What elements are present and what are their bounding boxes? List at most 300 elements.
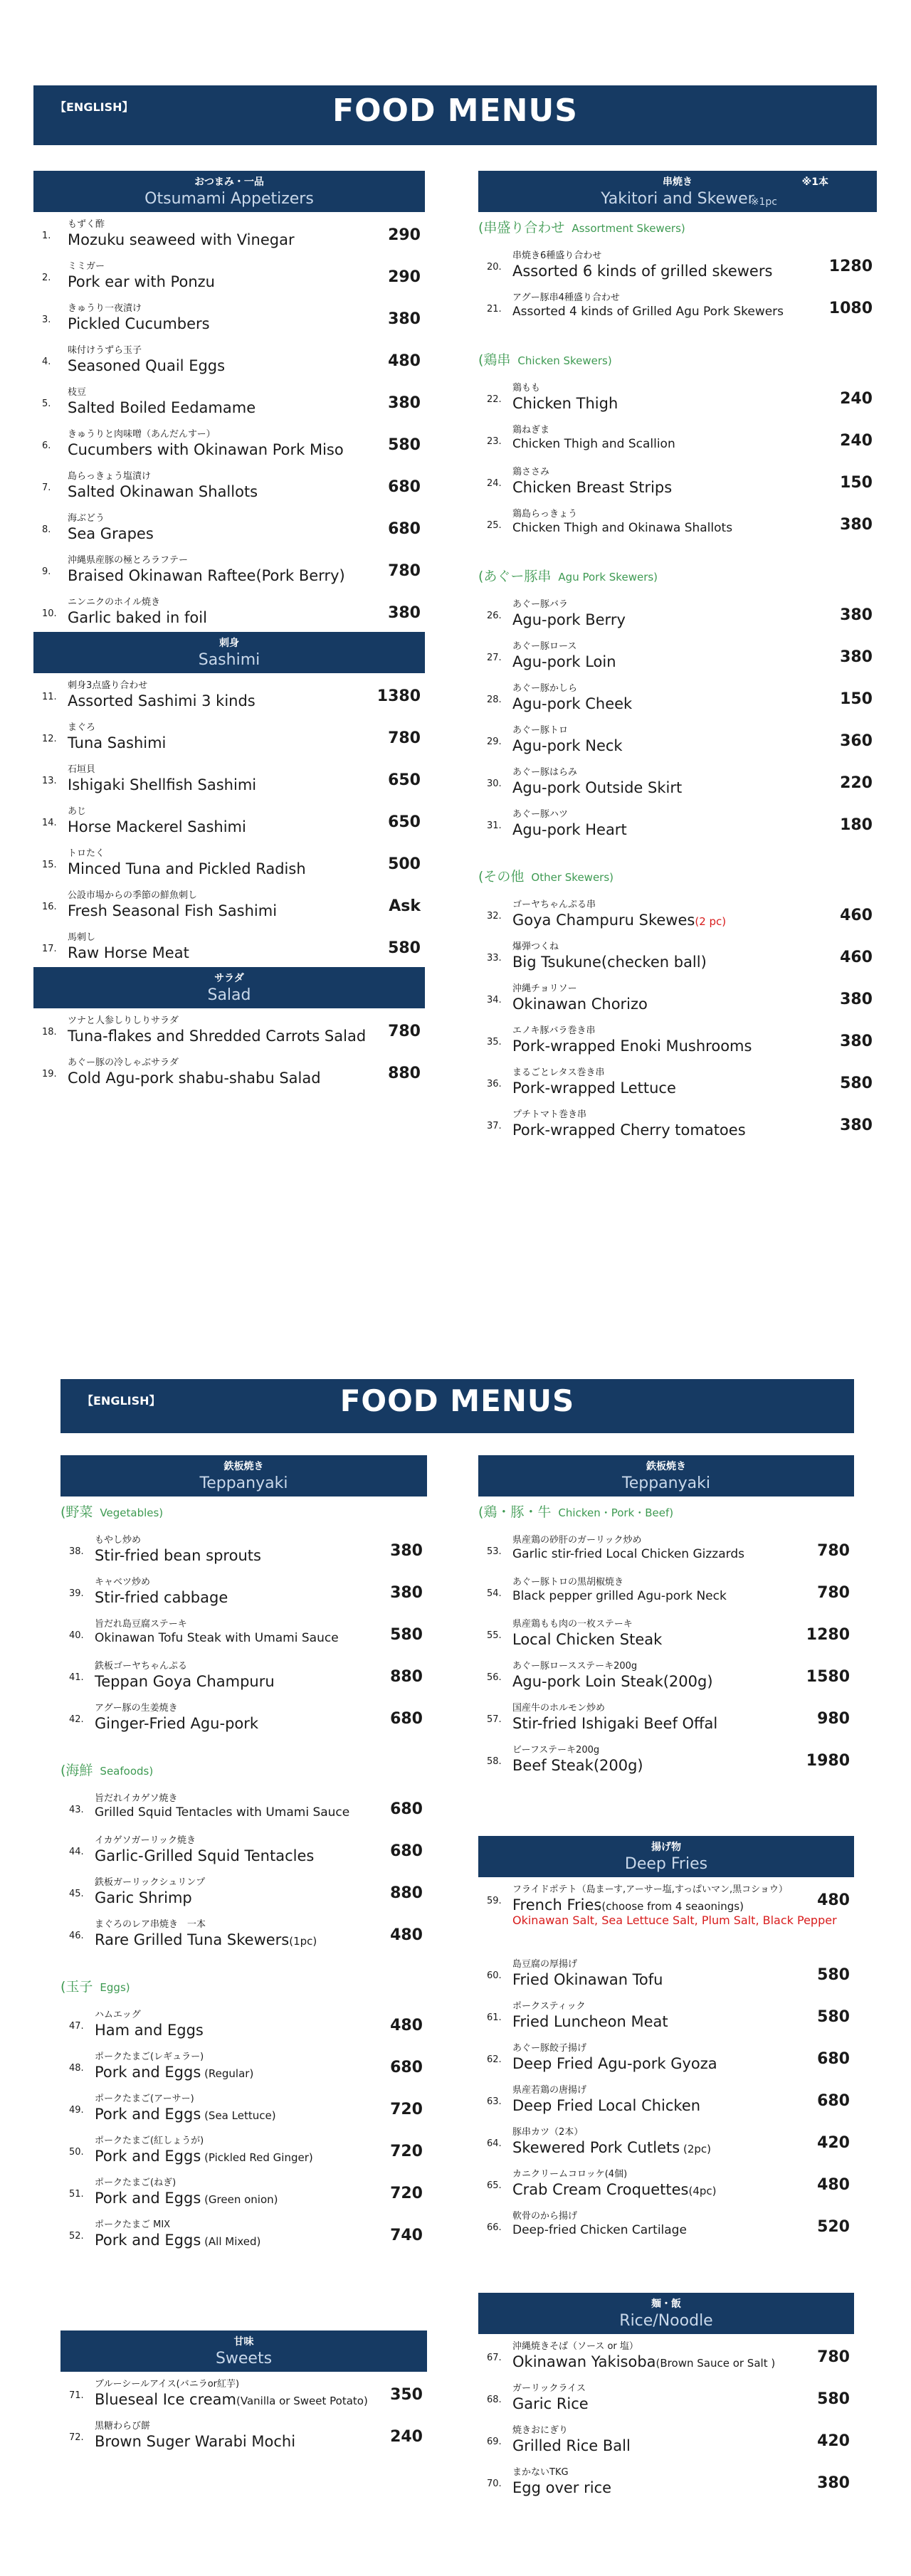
item-number: 7. xyxy=(42,482,51,493)
item-price: 780 xyxy=(388,562,421,580)
item-name-jp: 焼きおにぎり xyxy=(512,2425,569,2436)
item-name-en-text: Chicken Breast Strips xyxy=(512,479,673,496)
item-name-jp: 鶏ささみ xyxy=(512,467,550,477)
item-number: 70. xyxy=(487,2479,502,2489)
section-title-en: Teppanyaki xyxy=(199,1474,288,1492)
item-number: 4. xyxy=(42,357,51,367)
item-name-jp: きゅうりと肉味噌（あんだんすー） xyxy=(68,429,216,440)
menu-item xyxy=(60,2170,427,2212)
item-name-en xyxy=(68,734,166,751)
item-name-jp: あじ xyxy=(68,806,87,817)
section-title-jp: 刺身 xyxy=(219,638,239,649)
item-number: 60. xyxy=(487,1970,502,1981)
section-header xyxy=(60,2330,427,2372)
item-number: 15. xyxy=(42,860,57,870)
menu-item xyxy=(33,883,425,925)
item-name-jp: 味付けうずら玉子 xyxy=(68,345,142,356)
item-name-en-text: Skewered Pork Cutlets xyxy=(512,2139,680,2156)
item-name-en-text: Chicken Thigh and Scallion xyxy=(512,437,675,451)
item-price: 290 xyxy=(388,268,421,286)
item-price: 240 xyxy=(840,390,873,408)
item-price: 180 xyxy=(840,816,873,834)
item-price: 780 xyxy=(817,1584,850,1602)
item-number: 20. xyxy=(487,262,502,273)
item-name-en xyxy=(95,1673,275,1690)
item-name-en xyxy=(68,1028,366,1045)
item-name-jp: ポークたまご(紅しょうが) xyxy=(95,2136,204,2146)
item-name-en xyxy=(512,695,632,712)
item-name-en-text: Brown Suger Warabi Mochi xyxy=(95,2433,296,2450)
item-name-en xyxy=(95,1547,261,1564)
item-name-en-text: Egg over rice xyxy=(512,2479,612,2496)
menu-item xyxy=(478,2376,854,2418)
item-name-en xyxy=(68,315,210,332)
item-name-en-text: Garic Shrimp xyxy=(95,1889,192,1906)
item-name-en-text: Big Tsukune(checken ball) xyxy=(512,954,707,971)
menu-item xyxy=(60,2212,427,2254)
item-name-en xyxy=(512,1589,727,1603)
left-column xyxy=(33,171,425,1092)
item-name-en-text: Agu-pork Loin Steak(200g) xyxy=(512,1673,713,1690)
section-title-jp: 鉄板焼き xyxy=(646,1461,686,1472)
category-subheading xyxy=(60,1971,427,2002)
item-name-en-note: (Green onion) xyxy=(201,2193,278,2206)
item-name-en xyxy=(68,1070,321,1087)
menu-item xyxy=(478,1738,854,1780)
item-name-en-text: Black pepper grilled Agu-pork Neck xyxy=(512,1589,727,1603)
section-header xyxy=(33,171,425,212)
item-name-en-text: Agu-pork Berry xyxy=(512,611,626,628)
item-name-en-text: Garic Rice xyxy=(512,2395,589,2412)
item-number: 53. xyxy=(487,1546,502,1557)
menu-item xyxy=(33,1050,425,1092)
category-en: Vegetables) xyxy=(100,1506,164,1519)
item-name-jp: あぐー豚ハツ xyxy=(512,809,569,820)
item-name-en xyxy=(95,1805,349,1820)
item-name-en-text: Blueseal Ice cream xyxy=(95,2391,237,2408)
item-name-en xyxy=(512,611,626,628)
menu-item xyxy=(33,464,425,506)
menu-item xyxy=(478,1877,854,1919)
item-name-en-text: Deep-fried Chicken Cartilage xyxy=(512,2223,687,2237)
item-name-en-text: Pork-wrapped Enoki Mushrooms xyxy=(512,1038,752,1055)
item-name-en-text: Pork and Eggs xyxy=(95,2106,201,2123)
item-name-en xyxy=(512,1896,744,1913)
menu-item xyxy=(33,673,425,715)
item-number: 24. xyxy=(487,478,502,489)
language-tag: 【ENGLISH】 xyxy=(82,1394,161,1408)
section-title-jp: 串焼き xyxy=(663,176,693,188)
spacer xyxy=(478,327,877,344)
item-name-en-text: Stir-fried cabbage xyxy=(95,1589,228,1606)
item-price: 380 xyxy=(390,1542,423,1560)
item-name-en-text: Salted Boiled Eedamame xyxy=(68,399,256,416)
menu-item xyxy=(478,1060,877,1102)
item-name-en-text: Pork and Eggs xyxy=(95,2190,201,2207)
menu-item xyxy=(478,2460,854,2502)
item-price: 780 xyxy=(388,1023,421,1040)
item-name-en-note: (Sea Lettuce) xyxy=(201,2109,276,2122)
item-name-en xyxy=(68,818,246,835)
item-name-en xyxy=(512,2097,700,2114)
item-name-en xyxy=(512,1971,663,1988)
menu-item xyxy=(33,212,425,254)
item-name-jp: 国産牛のホルモン炒め xyxy=(512,1703,606,1714)
menu-item xyxy=(478,634,877,676)
item-name-en-text: Okinawan Chorizo xyxy=(512,996,648,1013)
item-name-en-text: Crab Cream Croquettes xyxy=(512,2181,689,2198)
item-name-en-text: Tuna Sashimi xyxy=(68,734,167,751)
item-number: 47. xyxy=(69,2021,84,2032)
section-note: ※1本 xyxy=(801,176,828,188)
item-price: 420 xyxy=(817,2134,850,2152)
item-price: 580 xyxy=(840,1075,873,1092)
item-price: 580 xyxy=(390,1626,423,1644)
menu-item xyxy=(60,2044,427,2086)
item-name-en-text: Garlic baked in foil xyxy=(68,609,207,626)
item-number: 11. xyxy=(42,692,57,702)
item-name-en xyxy=(68,692,256,709)
item-name-en xyxy=(512,263,772,280)
item-name-jp: 県産若鶏の唐揚げ xyxy=(512,2085,587,2096)
item-number: 27. xyxy=(487,653,502,663)
item-number: 10. xyxy=(42,608,57,619)
item-name-jp: カニクリームコロッケ(4個) xyxy=(512,2169,628,2180)
menu-item xyxy=(60,1696,427,1738)
item-price: 680 xyxy=(817,2050,850,2068)
item-price: 780 xyxy=(388,729,421,747)
section-title-en: Teppanyaki xyxy=(622,1474,710,1492)
sweets-section xyxy=(60,2330,427,2456)
category-subheading xyxy=(60,1755,427,1786)
item-number: 5. xyxy=(42,398,51,409)
item-name-en-text: Local Chicken Steak xyxy=(512,1631,663,1648)
item-name-en-text: Agu-pork Loin xyxy=(512,653,616,670)
section-header xyxy=(478,1455,854,1496)
category-jp: (その他 xyxy=(478,869,525,885)
item-name-jp: 県産鶏もも肉の一枚ステーキ xyxy=(512,1619,633,1630)
item-name-en xyxy=(512,305,784,319)
item-name-jp: ポークスティック xyxy=(512,2001,586,2012)
item-name-en-text: Deep Fried Local Chicken xyxy=(512,2097,701,2114)
item-price: 780 xyxy=(817,2348,850,2366)
item-number: 31. xyxy=(487,820,502,831)
item-number: 35. xyxy=(487,1037,502,1047)
item-number: 49. xyxy=(69,2105,84,2116)
item-name-en xyxy=(95,1931,317,1948)
item-price: 680 xyxy=(390,1842,423,1860)
item-name-en-text: Assorted Sashimi 3 kinds xyxy=(68,692,256,709)
spacer xyxy=(60,1954,427,1971)
item-name-en xyxy=(512,2479,611,2496)
item-name-en-text: Chicken Thigh and Okinawa Shallots xyxy=(512,521,733,535)
menu-item xyxy=(478,376,877,418)
right-column xyxy=(478,1455,854,1780)
item-name-jp: ポークたまご MIX xyxy=(95,2219,171,2230)
item-name-en xyxy=(512,1631,662,1648)
section-header xyxy=(33,632,425,673)
item-name-jp: ハムエッグ xyxy=(95,2010,141,2020)
item-name-en-note: (2pc) xyxy=(680,2143,712,2155)
item-name-en-note: (Regular) xyxy=(201,2067,254,2080)
menu-item xyxy=(33,254,425,296)
item-piece-note: (2 pc) xyxy=(695,915,727,928)
item-number: 56. xyxy=(487,1672,502,1683)
item-name-jp: 鶏ねぎま xyxy=(512,425,550,436)
item-name-jp: まるごとレタス巻き串 xyxy=(512,1067,605,1078)
category-en: Eggs) xyxy=(100,1981,130,1994)
section-header xyxy=(478,1836,854,1877)
section-title-en: Rice/Noodle xyxy=(619,2312,713,2330)
rice-noodle-section xyxy=(478,2293,854,2502)
item-name-en xyxy=(95,2391,368,2408)
menu-item xyxy=(478,676,877,718)
item-price: 680 xyxy=(390,1710,423,1728)
item-name-en-text: Fried Luncheon Meat xyxy=(512,2013,668,2030)
menu-item xyxy=(478,2036,854,2078)
item-price: 880 xyxy=(390,1668,423,1686)
item-number: 25. xyxy=(487,520,502,531)
section-title-jp: おつまみ・一品 xyxy=(194,176,264,188)
item-number: 33. xyxy=(487,953,502,964)
section-title-en: Deep Fries xyxy=(624,1855,708,1873)
item-number: 43. xyxy=(69,1805,84,1815)
item-number: 22. xyxy=(487,394,502,405)
item-price: 580 xyxy=(388,939,421,957)
spacer xyxy=(478,1935,854,1952)
item-price: 680 xyxy=(388,520,421,538)
menu-item xyxy=(478,934,877,976)
item-name-en xyxy=(512,1673,713,1690)
item-number: 65. xyxy=(487,2180,502,2191)
item-name-en-note: (4pc) xyxy=(688,2185,717,2197)
item-name-en-text: Minced Tuna and Pickled Radish xyxy=(68,860,306,877)
item-name-en-text: Rare Grilled Tuna Skewers xyxy=(95,1931,290,1948)
language-tag: 【ENGLISH】 xyxy=(55,100,134,114)
menu-item xyxy=(33,296,425,338)
item-name-en xyxy=(512,1757,643,1774)
item-number: 23. xyxy=(487,436,502,447)
item-name-en-text: Pork-wrapped Lettuce xyxy=(512,1080,676,1097)
item-name-en-text: Assorted 4 kinds of Grilled Agu Pork Skewers xyxy=(512,305,784,319)
item-price: 680 xyxy=(817,2092,850,2110)
item-name-en-text: Ishigaki Shellfish Sashimi xyxy=(68,776,257,793)
menu-item xyxy=(60,2002,427,2044)
item-name-jp: フライドポテト（島まーす,アーサー塩,すっぱいマン,黒コショウ） xyxy=(512,1884,788,1895)
category-subheading xyxy=(478,1496,854,1528)
menu-item xyxy=(478,1102,877,1144)
section-header xyxy=(60,1455,427,1496)
item-name-en-text: Pork ear with Ponzu xyxy=(68,273,215,290)
menu-item xyxy=(60,1570,427,1612)
item-number: 61. xyxy=(487,2012,502,2023)
item-name-jp: あぐー豚トロの黒胡椒焼き xyxy=(512,1577,624,1588)
menu-item xyxy=(478,502,877,544)
section-title-en: Sashimi xyxy=(198,651,260,669)
item-price: 290 xyxy=(388,226,421,244)
seasoning-note: Okinawan Salt, Sea Lettuce Salt, Plum Salt, Black Pepper xyxy=(512,1913,837,1927)
item-name-en xyxy=(68,776,256,793)
item-name-en-text: Salted Okinawan Shallots xyxy=(68,483,258,500)
item-name-en-note: (Brown Sauce or Salt ) xyxy=(655,2357,776,2370)
item-name-en xyxy=(95,2433,295,2450)
item-name-jp: まかないTKG xyxy=(512,2467,569,2478)
menu-item xyxy=(33,715,425,757)
item-price: 880 xyxy=(388,1065,421,1082)
item-name-jp: 鶏島らっきょう xyxy=(512,509,578,519)
item-price: 460 xyxy=(840,949,873,966)
item-price: 980 xyxy=(817,1710,850,1728)
item-name-en xyxy=(68,525,154,542)
item-name-en xyxy=(512,2353,775,2370)
item-price: 1280 xyxy=(806,1626,850,1644)
category-en: Chicken・Pork・Beef) xyxy=(558,1506,674,1519)
item-name-jp: もずく酢 xyxy=(68,219,105,230)
category-jp: (玉子 xyxy=(60,1979,93,1995)
item-number: 63. xyxy=(487,2096,502,2107)
item-name-jp: 串焼き6種盛り合わせ xyxy=(512,250,602,261)
item-name-en xyxy=(512,2437,631,2454)
item-name-jp: ゴーヤちゃんぷる串 xyxy=(512,899,596,910)
item-name-jp: あぐー豚ロースステーキ200g xyxy=(512,1661,638,1672)
menu-item xyxy=(478,1654,854,1696)
menu-item xyxy=(33,1008,425,1050)
item-name-en xyxy=(512,954,707,971)
item-name-jp: あぐー豚トロ xyxy=(512,725,569,736)
menu-item xyxy=(33,548,425,590)
item-name-en xyxy=(68,399,256,416)
item-number: 16. xyxy=(42,902,57,912)
item-name-en-text: Pork and Eggs xyxy=(95,2064,201,2081)
item-number: 55. xyxy=(487,1630,502,1641)
menu-item xyxy=(478,418,877,460)
menu-item xyxy=(33,757,425,799)
menu-item xyxy=(33,422,425,464)
item-name-en-text: Grilled Squid Tentacles with Umami Sauce xyxy=(95,1805,350,1820)
item-name-en-text: Cold Agu-pork shabu-shabu Salad xyxy=(68,1070,321,1087)
item-price: 720 xyxy=(390,2185,423,2202)
item-number: 17. xyxy=(42,944,57,954)
deep-fries-list xyxy=(478,1952,854,2246)
item-name-en xyxy=(95,2148,313,2165)
item-name-jp: あぐー豚バラ xyxy=(512,599,569,610)
item-name-jp: アグー豚の生姜焼き xyxy=(95,1703,178,1714)
item-number: 71. xyxy=(69,2390,84,2401)
item-name-en xyxy=(95,1889,192,1906)
menu-item xyxy=(33,841,425,883)
item-price: 480 xyxy=(390,1926,423,1944)
spacer xyxy=(60,1738,427,1755)
item-number: 59. xyxy=(487,1896,502,1906)
menu-item xyxy=(60,1528,427,1570)
item-name-en-text: Horse Mackerel Sashimi xyxy=(68,818,246,835)
menu-item xyxy=(478,718,877,760)
item-name-en xyxy=(512,1038,752,1055)
item-name-en xyxy=(95,1589,228,1606)
item-number: 29. xyxy=(487,737,502,747)
item-name-jp: 鉄板ガーリックシュリンプ xyxy=(95,1877,206,1888)
item-name-en-text: Cucumbers with Okinawan Pork Miso xyxy=(68,441,344,458)
item-price: 1280 xyxy=(828,258,873,275)
item-name-jp: まぐろ xyxy=(68,722,96,733)
item-name-en-text: Sea Grapes xyxy=(68,525,154,542)
menu-item xyxy=(33,925,425,967)
section-title-en: Otsumami Appetizers xyxy=(144,190,314,208)
item-name-en xyxy=(512,1121,746,1139)
item-name-jp: 沖縄焼きそば（ソース or 塩） xyxy=(512,2341,638,2352)
item-price: 380 xyxy=(388,604,421,622)
item-name-en-text: Agu-pork Outside Skirt xyxy=(512,779,683,796)
item-name-en-text: Goya Champuru Skewes xyxy=(512,912,695,929)
menu-item xyxy=(478,2120,854,2162)
category-en: Seafoods) xyxy=(100,1765,154,1778)
menu-item xyxy=(478,1018,877,1060)
item-name-en-note: (Pickled Red Ginger) xyxy=(201,2151,313,2164)
item-price: 360 xyxy=(840,732,873,750)
item-name-en xyxy=(68,273,215,290)
item-number: 28. xyxy=(487,695,502,705)
category-en: Chicken Skewers) xyxy=(517,354,612,367)
item-name-en-text: Pickled Cucumbers xyxy=(68,315,210,332)
item-name-en xyxy=(95,2022,204,2039)
item-price: 380 xyxy=(840,991,873,1008)
menu-item xyxy=(33,380,425,422)
item-name-jp: ポークたまご(レギュラー) xyxy=(95,2052,204,2062)
item-name-jp: 黒糖わらび餅 xyxy=(95,2421,151,2432)
item-price: 500 xyxy=(388,855,421,873)
item-name-en xyxy=(68,902,277,919)
item-name-en xyxy=(512,653,616,670)
menu-item xyxy=(60,2414,427,2456)
item-price: 780 xyxy=(817,1542,850,1560)
item-name-en xyxy=(512,2139,711,2156)
spacer xyxy=(478,544,877,561)
item-number: 30. xyxy=(487,778,502,789)
item-name-jp: ニンニクのホイル焼き xyxy=(68,597,161,608)
menu-item xyxy=(478,460,877,502)
item-name-en xyxy=(512,2013,668,2030)
item-number: 6. xyxy=(42,440,51,451)
menu-item xyxy=(478,1570,854,1612)
item-name-en xyxy=(95,2064,253,2081)
menu-item xyxy=(60,2372,427,2414)
menu-item xyxy=(478,1696,854,1738)
item-price: Ask xyxy=(389,897,421,915)
item-name-jp: トロたく xyxy=(68,848,105,859)
item-number: 68. xyxy=(487,2395,502,2405)
item-name-jp: きゅうり一夜漬け xyxy=(68,303,142,314)
item-price: 580 xyxy=(817,2390,850,2408)
item-name-en-text: Ham and Eggs xyxy=(95,2022,204,2039)
menu-item xyxy=(478,2334,854,2376)
item-name-jp: 枝豆 xyxy=(68,387,87,398)
item-price: 380 xyxy=(388,310,421,328)
item-name-jp: ポークたまご(ねぎ) xyxy=(95,2178,177,2188)
item-number: 40. xyxy=(69,1630,84,1641)
section-header xyxy=(478,171,877,212)
item-name-en xyxy=(512,2181,717,2198)
item-name-jp: 刺身3点盛り合わせ xyxy=(68,680,148,691)
menu-item xyxy=(478,1994,854,2036)
item-price: 880 xyxy=(390,1884,423,1902)
menu-item xyxy=(478,760,877,802)
item-number: 34. xyxy=(487,995,502,1005)
item-name-jp: 鉄板ゴーヤちゃんぷる xyxy=(95,1661,188,1672)
item-price: 680 xyxy=(390,2059,423,2076)
item-number: 51. xyxy=(69,2189,84,2200)
item-price: 240 xyxy=(840,432,873,450)
item-number: 41. xyxy=(69,1672,84,1683)
